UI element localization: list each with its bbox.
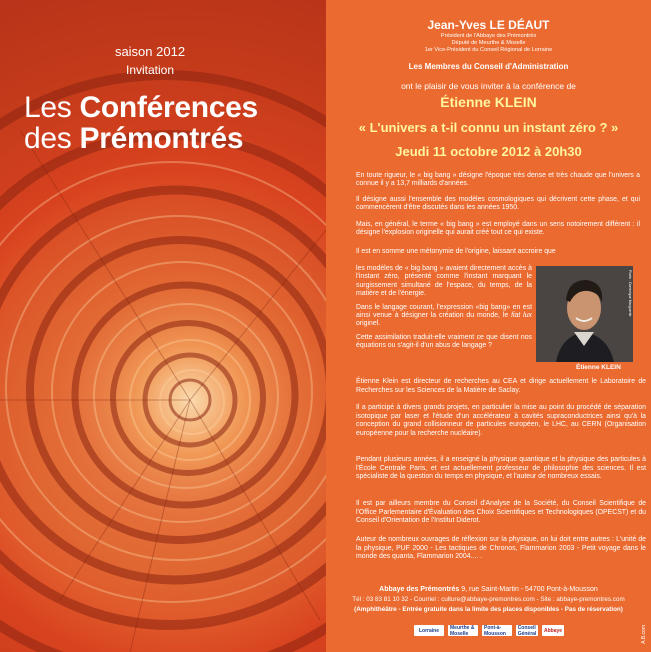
partner-logos [414,625,564,636]
invite-line: ont le plaisir de vous inviter à la conférence de [401,81,576,91]
bio-paragraph-2: Il a participé à divers grands projets, en particulier la mise au point du procédé de séparation isotopique par laser et l'étude d'un accélérateur à cavités supraconductrices ainsi qu'à la conception du grand collisionneur de particules européen, le LHC, au CERN (Organisation européenne pour la recherche nucléaire). [356,404,646,437]
bio-paragraph-1: Étienne Klein est directeur de recherches au CEA et dirige actuellement le Laboratoire de Recherches sur les Sciences de la Matière de Saclay. [356,378,646,394]
logo-lorraine: Lorraine [414,625,444,636]
paragraph-5-italic: fiat lux [511,312,532,320]
paragraph-1: En toute rigueur, le « big bang » désigne l'époque très dense et très chaude que l'univers a connue il y a 13,7 milliards d'années. [356,172,640,188]
photo-caption: Étienne KLEIN [576,364,621,371]
host-roles [326,33,651,54]
title-conferences: Conférences [79,91,258,124]
host-role-1: Président de l'Abbaye des Prémontrés [440,33,537,39]
paragraphs-beside-photo [356,265,532,351]
logo-meurthe-moselle: Meurthe & Moselle [448,625,478,636]
speaker-name: Étienne KLEIN [440,94,537,110]
logo-abbaye: Abbaye [542,625,564,636]
footer-contact: Tél : 03 83 81 10 32 - Courriel : culture@abbaye-premontres.com - Site : abbaye-premontres.com [352,596,625,603]
photo-credit: Photo : Dominique Marguerite [628,270,632,317]
conference-topic: « L'univers a t-il connu un instant zéro ? » [358,120,619,135]
paragraph-5-end: originel. [356,320,381,328]
paragraph-3: Mais, en général, le terme « big bang » est employé dans un sens notoirement différent : il désigne l'explosion originelle qui aurait créé tout ce qui existe. [356,221,640,237]
season-block [0,42,300,80]
season-label: saison 2012 [114,44,186,59]
host-role-2: Député de Meurthe & Moselle [451,40,526,46]
paragraph-4-intro: Il est en somme une métonymie de l'origine, laissant accroire que [356,248,556,255]
bio-paragraph-4: Il est par ailleurs membre du Conseil d'Analyse de la Société, du Conseil Scientifique de l'Office Parlementaire d'Évaluation des Choix Scientifiques et Technologiques (OPECST) et du Conseil d'Orientation de l'Institut Diderot. [356,500,646,525]
event-title [24,92,258,154]
invitation-panel [326,0,651,652]
title-les: Les [24,91,80,124]
paragraph-4-rest: les modèles de « big bang » avaient directement accès à l'instant zéro, présenté comme l'instant marquant le surgissement simultané de l'espace, du temps, de la matière et de l'énergie. [356,265,532,298]
footer-note: (Amphithéâtre - Entrée gratuite dans la limite des places disponibles - Pas de réservation) [354,606,623,613]
paragraph-6: Cette assimilation traduit-elle vraiment ce que disent nos équations ou s'agit-il d'un abus de langage ? [356,333,532,350]
members-line: Les Membres du Conseil d'Administration [408,62,569,71]
host-role-3: 1er Vice-Président du Conseil Régional de Lorraine [424,47,553,53]
footer-address [326,586,651,593]
host-name: Jean-Yves LE DÉAUT [427,18,550,32]
title-des: des [24,122,80,155]
portrait-image [536,266,633,362]
invitation-label: Invitation [125,63,175,77]
bio-paragraph-3: Pendant plusieurs années, il a enseigné la physique quantique et la physique des particules à l'École Centrale Paris, et est actuellement professeur de philosophie des sciences. Il est spécialiste de la question du temps en physique, et l'auteur de nombreux essais. [356,456,646,481]
footer-org: Abbaye des Prémontrés [379,586,460,593]
paragraph-5-start: Dans le langage courant, l'expression «big bang» en est ainsi venue à désigner la création du monde, le [356,303,532,320]
logo-pont-a-mousson: Pont-à-Mousson [482,625,512,636]
paragraph-2: Il désigne aussi l'ensemble des modèles cosmologiques qui décrivent cette phase, et qui commencèrent d'être discutés dans les années 1950. [356,196,640,212]
paragraph-5 [356,304,532,329]
designer-credit: A.B.com [641,625,647,644]
title-premontres: Prémontrés [79,122,244,155]
conference-date: Jeudi 11 octobre 2012 à 20h30 [395,144,582,159]
footer-addr: 9, rue Saint-Martin - 54700 Pont-à-Mousson [459,586,598,593]
logo-conseil-general: Conseil Général [517,624,537,637]
speaker-photo [536,266,633,362]
bio-paragraph-5: Auteur de nombreux ouvrages de réflexion sur la physique, on lui doit entre autres : L'unité de la physique, PUF 2000 - Les tactiques de Chronos, Flammarion 2003 - Petit voyage dans le monde des quanta, Flammarion 2004.... . [356,536,646,561]
